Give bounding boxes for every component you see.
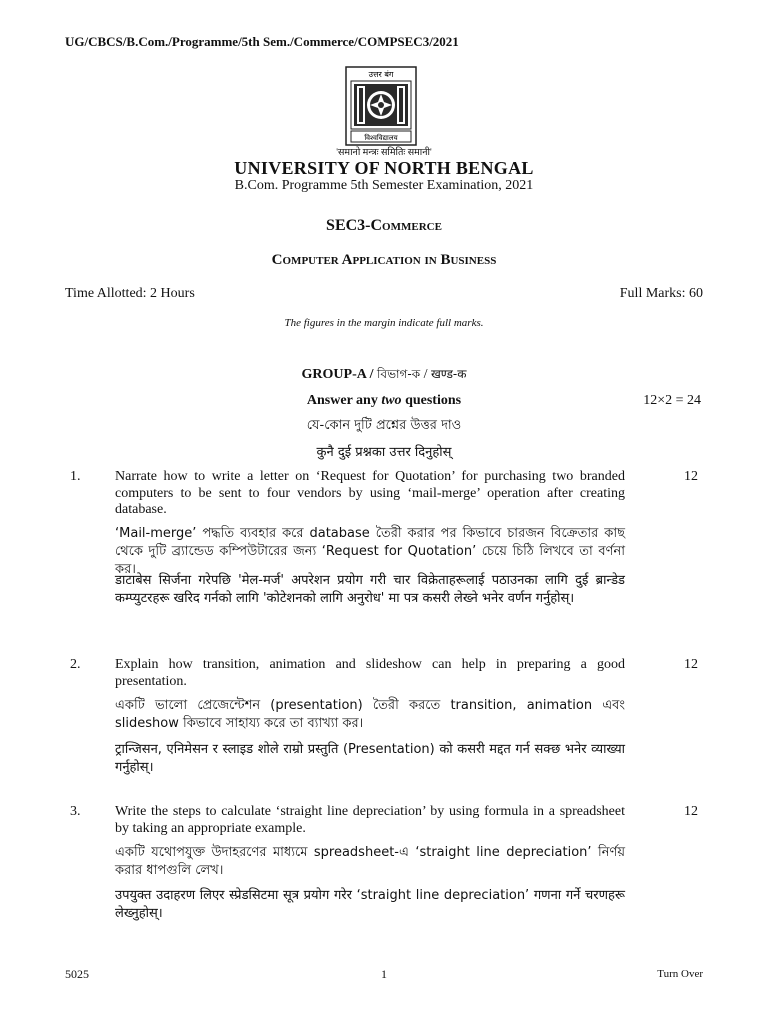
question-text-bn: একটি যথোপযুক্ত উদাহরণের মাধ্যমে spreadsheet-এ ‘straight line depreciation’ নির্ণয় করার ধাপগুলি লেখ।: [115, 845, 625, 878]
question-text-en: Write the steps to calculate ‘straight line depreciation’ by using formula in a spreadsheet by taking an appropriate example.: [115, 804, 625, 836]
question-text-en: Explain how transition, animation and slideshow can help in preparing a good presentation.: [115, 657, 625, 689]
full-marks: Full Marks: 60: [619, 286, 703, 301]
question-number: 1.: [70, 469, 81, 484]
question-text-np: उपयुक्त उदाहरण लिएर स्प्रेडसिटमा सूत्र प्रयोग गरेर ‘straight line depreciation’ गणना गर्ने चरणहरू लेख्नुहोस्।: [115, 888, 625, 921]
paper-code: UG/CBCS/B.Com./Programme/5th Sem./Commerce/COMPSEC3/2021: [65, 34, 459, 49]
university-motto: 'समानो मन्त्रः समितिः समानी': [336, 148, 432, 158]
question-text-bn: ‘Mail-merge’ পদ্ধতি ব্যবহার করে database তৈরী করার পর কিভাবে চারজন বিক্রেতার কাছ থেকে দুটি ব্র্যান্ডেড কম্পিউটারের জন্য ‘Request for Quotation’ চেয়ে চিঠি লিখবে তা বর্ণনা কর।: [115, 526, 625, 577]
margin-note: The figures in the margin indicate full marks.: [284, 317, 484, 329]
group-marks: 12×2 = 24: [643, 393, 701, 408]
question-marks: 12: [684, 657, 698, 672]
logo-top-text: उत्तर बंग: [368, 70, 394, 79]
question-text-np: ट्रान्जिसन, एनिमेसन र स्लाइड शोले राम्रो प्रस्तुति (Presentation) को कसरी मद्दत गर्न सक्छ भनेर व्याख्या गर्नुहोस्।: [115, 742, 625, 775]
page-number: 1: [381, 967, 387, 981]
footer-code: 5025: [65, 967, 89, 981]
question-text-en: Narrate how to write a letter on ‘Request for Quotation’ for purchasing two branded computers to be sent to four vendors by using ‘mail-merge’ operation after creating database.: [115, 469, 625, 517]
group-separator: /: [423, 367, 428, 382]
instruction-prefix: Answer any: [306, 393, 378, 408]
question-number: 2.: [70, 657, 81, 672]
paper-title: SEC3-Commerce: [326, 217, 442, 234]
group-title-np: खण्ड-क: [430, 367, 467, 381]
logo-bottom-text: विश्वविद्यालय: [364, 134, 398, 142]
group-title: GROUP-A /: [301, 367, 374, 382]
turn-over: Turn Over: [657, 968, 703, 980]
instruction-suffix: questions: [405, 393, 462, 408]
exam-title: B.Com. Programme 5th Semester Examination, 2021: [234, 178, 534, 193]
university-logo: [345, 66, 417, 146]
group-title-bn: বিভাগ-ক: [376, 367, 421, 381]
subject-title: Computer Application in Business: [271, 252, 497, 268]
instruction-np: कुनै दुई प्रश्नका उत्तर दिनुहोस्: [316, 445, 452, 460]
question-marks: 12: [684, 804, 698, 819]
question-text-bn: একটি ভালো প্রেজেন্টেশন (presentation) তৈরী করতে transition, animation এবং slideshow কিভাবে সাহায্য করে তা ব্যাখ্যা কর।: [115, 698, 625, 731]
instruction-count: two: [381, 393, 402, 408]
time-allotted: Time Allotted: 2 Hours: [65, 286, 195, 301]
instruction-bn: যে-কোন দুটি প্রশ্নের উত্তর দাও: [306, 418, 462, 433]
group-heading: [0, 365, 768, 386]
question-number: 3.: [70, 804, 81, 819]
question-marks: 12: [684, 469, 698, 484]
university-name: UNIVERSITY OF NORTH BENGAL: [234, 158, 534, 178]
question-text-np: डाटाबेस सिर्जना गरेपछि 'मेल-मर्ज' अपरेशन प्रयोग गरी चार विक्रेताहरूलाई पठाउनका लागि दुई ब्रान्डेड कम्प्युटरहरू खरिद गर्नको लागि 'कोटेशनको लागि अनुरोध' मा पत्र कसरी लेख्ने भनेर वर्णन गर्नुहोस्।: [115, 573, 625, 606]
